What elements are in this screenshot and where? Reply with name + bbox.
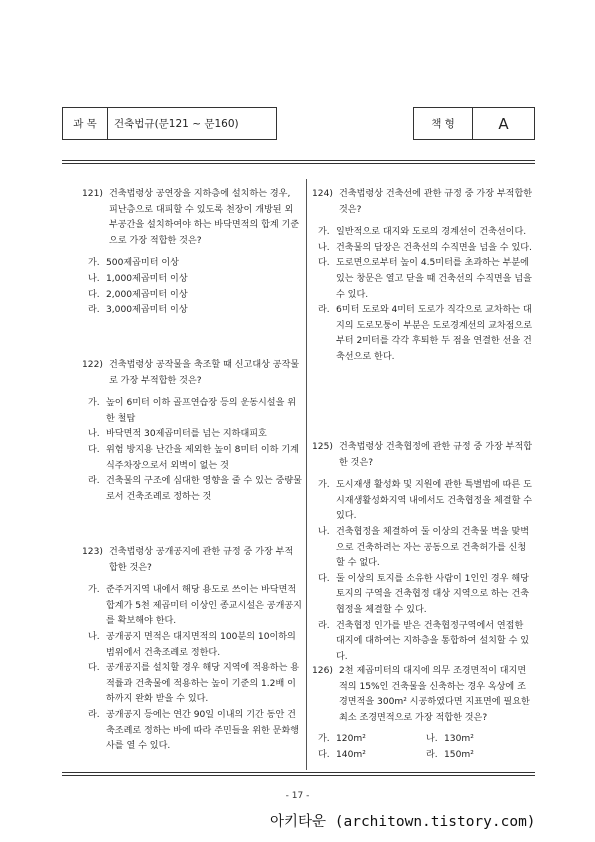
option-na[interactable]: 나. 건축협정을 체결하여 둘 이상의 건축물 벽을 맞벽으로 건축하려는 자는 공동으로 건축허가를 신청할 수 없다. (318, 526, 530, 569)
option-ga[interactable]: 가. 높이 6미터 이하 골프연습장 등의 운동시설을 위한 철탑 (88, 398, 297, 424)
option-ga[interactable]: 가. 120m² (318, 734, 366, 745)
option-da[interactable]: 다. 둘 이상의 토지를 소유한 사람이 1인인 경우 해당 토지의 구역을 건축협정 대상 지역으로 하는 건축협정을 체결할 수 있다. (318, 573, 530, 615)
top-rule (62, 160, 535, 161)
top-rule-thin (62, 163, 535, 164)
subject-label: 과 목 (73, 118, 97, 130)
subject-title: 건축법규(문121 ~ 문160) (107, 108, 276, 139)
option-ga[interactable]: 가. 일반적으로 대지와 도로의 경계선이 건축선이다. (318, 227, 527, 238)
question-stem: 건축법령상 건축선에 관한 규정 중 가장 부적합한 것은? (339, 189, 533, 215)
question-number: 126) (312, 666, 333, 676)
question-number: 125) (312, 442, 333, 452)
footer-watermark: 아키타운 (architown.tistory.com) (270, 814, 536, 830)
option-na[interactable]: 나. 공개공지 면적은 대지면적의 100분의 10이하의 범위에서 건축조례로 정한다. (88, 631, 296, 658)
option-ra[interactable]: 라. 150m² (426, 749, 474, 760)
option-ga[interactable]: 가. 500제곱미터 이상 (88, 258, 179, 269)
option-ra[interactable]: 라. 공개공지 등에는 연간 90일 이내의 기간 동안 건축조례로 정하는 바에 따라 주민들을 위한 문화행사를 열 수 있다. (88, 709, 300, 752)
question-stem: 건축법령상 공작물을 축조할 때 신고대상 공작물로 가장 부적합한 것은? (109, 360, 300, 386)
option-ga[interactable]: 가. 도시재생 활성화 및 지원에 관한 특별법에 따른 도시재생활성화지역 내에서도 건축협정을 체결할 수 있다. (318, 480, 533, 522)
option-na[interactable]: 나. 1,000제곱미터 이상 (88, 273, 188, 284)
question-125 (312, 440, 534, 665)
option-na[interactable]: 나. 바닥면적 30제곱미터를 넘는 지하대피호 (88, 429, 267, 440)
option-da[interactable]: 다. 140m² (318, 749, 366, 760)
option-ra[interactable]: 라. 건축물의 구조에 심대한 영향을 줄 수 있는 중량물로서 건축조례로 정하는 것 (88, 476, 302, 502)
question-126 (312, 664, 534, 764)
question-122 (82, 358, 302, 505)
question-number: 123) (82, 547, 103, 557)
question-number: 121) (82, 189, 103, 199)
subject-header-box (62, 107, 277, 140)
question-stem: 건축법령상 건축협정에 관한 규정 중 가장 부적합한 것은? (339, 442, 533, 468)
option-ra[interactable]: 라. 3,000제곱미터 이상 (88, 305, 188, 316)
question-number: 124) (312, 189, 333, 199)
booklet-type-value: A (472, 108, 534, 139)
question-stem: 2천 제곱미터의 대지에 의무 조경면적이 대지면적의 15%인 건축물을 신축하는 경우 옥상에 조경면적을 300m² 시공하였다면 지표면에 필요한 최소 조경면적으로 가장 적합한 것은? (339, 666, 530, 723)
bottom-rule-thin (62, 775, 535, 776)
booklet-type-label: 책 형 (431, 118, 455, 130)
question-stem: 건축법령상 공연장을 지하층에 설치하는 경우, 피난층으로 대피할 수 있도록 천장이 개방된 외부공간을 설치하여야 하는 바닥면적의 합계 기준으로 가장 적합한 것은? (109, 189, 300, 246)
option-da[interactable]: 다. 공개공지를 설치할 경우 해당 지역에 적용하는 용적률과 건축물에 적용하는 높이 기준의 1.2배 이하까지 완화 받을 수 있다. (88, 663, 300, 705)
option-da[interactable]: 다. 위험 방지용 난간을 제외한 높이 8미터 이하 기계식주차장으로서 외벽이 없는 것 (88, 444, 299, 471)
question-number: 122) (82, 360, 103, 370)
option-ga[interactable]: 가. 준주거지역 내에서 해당 용도로 쓰이는 바닥면적 합계가 5천 제곱미터 이상인 종교시설은 공개공지를 확보해야 한다. (88, 585, 302, 627)
option-da[interactable]: 다. 2,000제곱미터 이상 (88, 289, 188, 300)
page-number: - 17 - (285, 791, 310, 801)
option-ra[interactable]: 라. 6미터 도로와 4미터 도로가 직각으로 교차하는 대지의 도로모퉁이 부분은 도로경계선의 교차점으로부터 2미터를 각각 후퇴한 두 점을 연결한 선을 건축선으로 한다. (318, 305, 533, 362)
booklet-type-box (413, 107, 535, 140)
column-divider (306, 179, 307, 770)
question-123 (82, 545, 302, 755)
question-124 (312, 187, 534, 366)
question-stem: 건축법령상 공개공지에 관한 규정 중 가장 부적합한 것은? (109, 547, 294, 573)
bottom-rule (62, 772, 535, 773)
option-na[interactable]: 나. 130m² (426, 734, 474, 745)
option-ra[interactable]: 라. 건축협정 인가를 받은 건축협정구역에서 연접한 대지에 대하여는 지하층을 통합하여 설치할 수 있다. (318, 620, 530, 662)
option-na[interactable]: 나. 건축물의 담장은 건축선의 수직면을 넘을 수 있다. (318, 242, 532, 253)
option-da[interactable]: 다. 도로면으로부터 높이 4.5미터를 초과하는 부분에 있는 창문은 열고 닫을 때 건축선의 수직면을 넘을 수 있다. (318, 258, 532, 300)
question-121 (82, 187, 302, 319)
